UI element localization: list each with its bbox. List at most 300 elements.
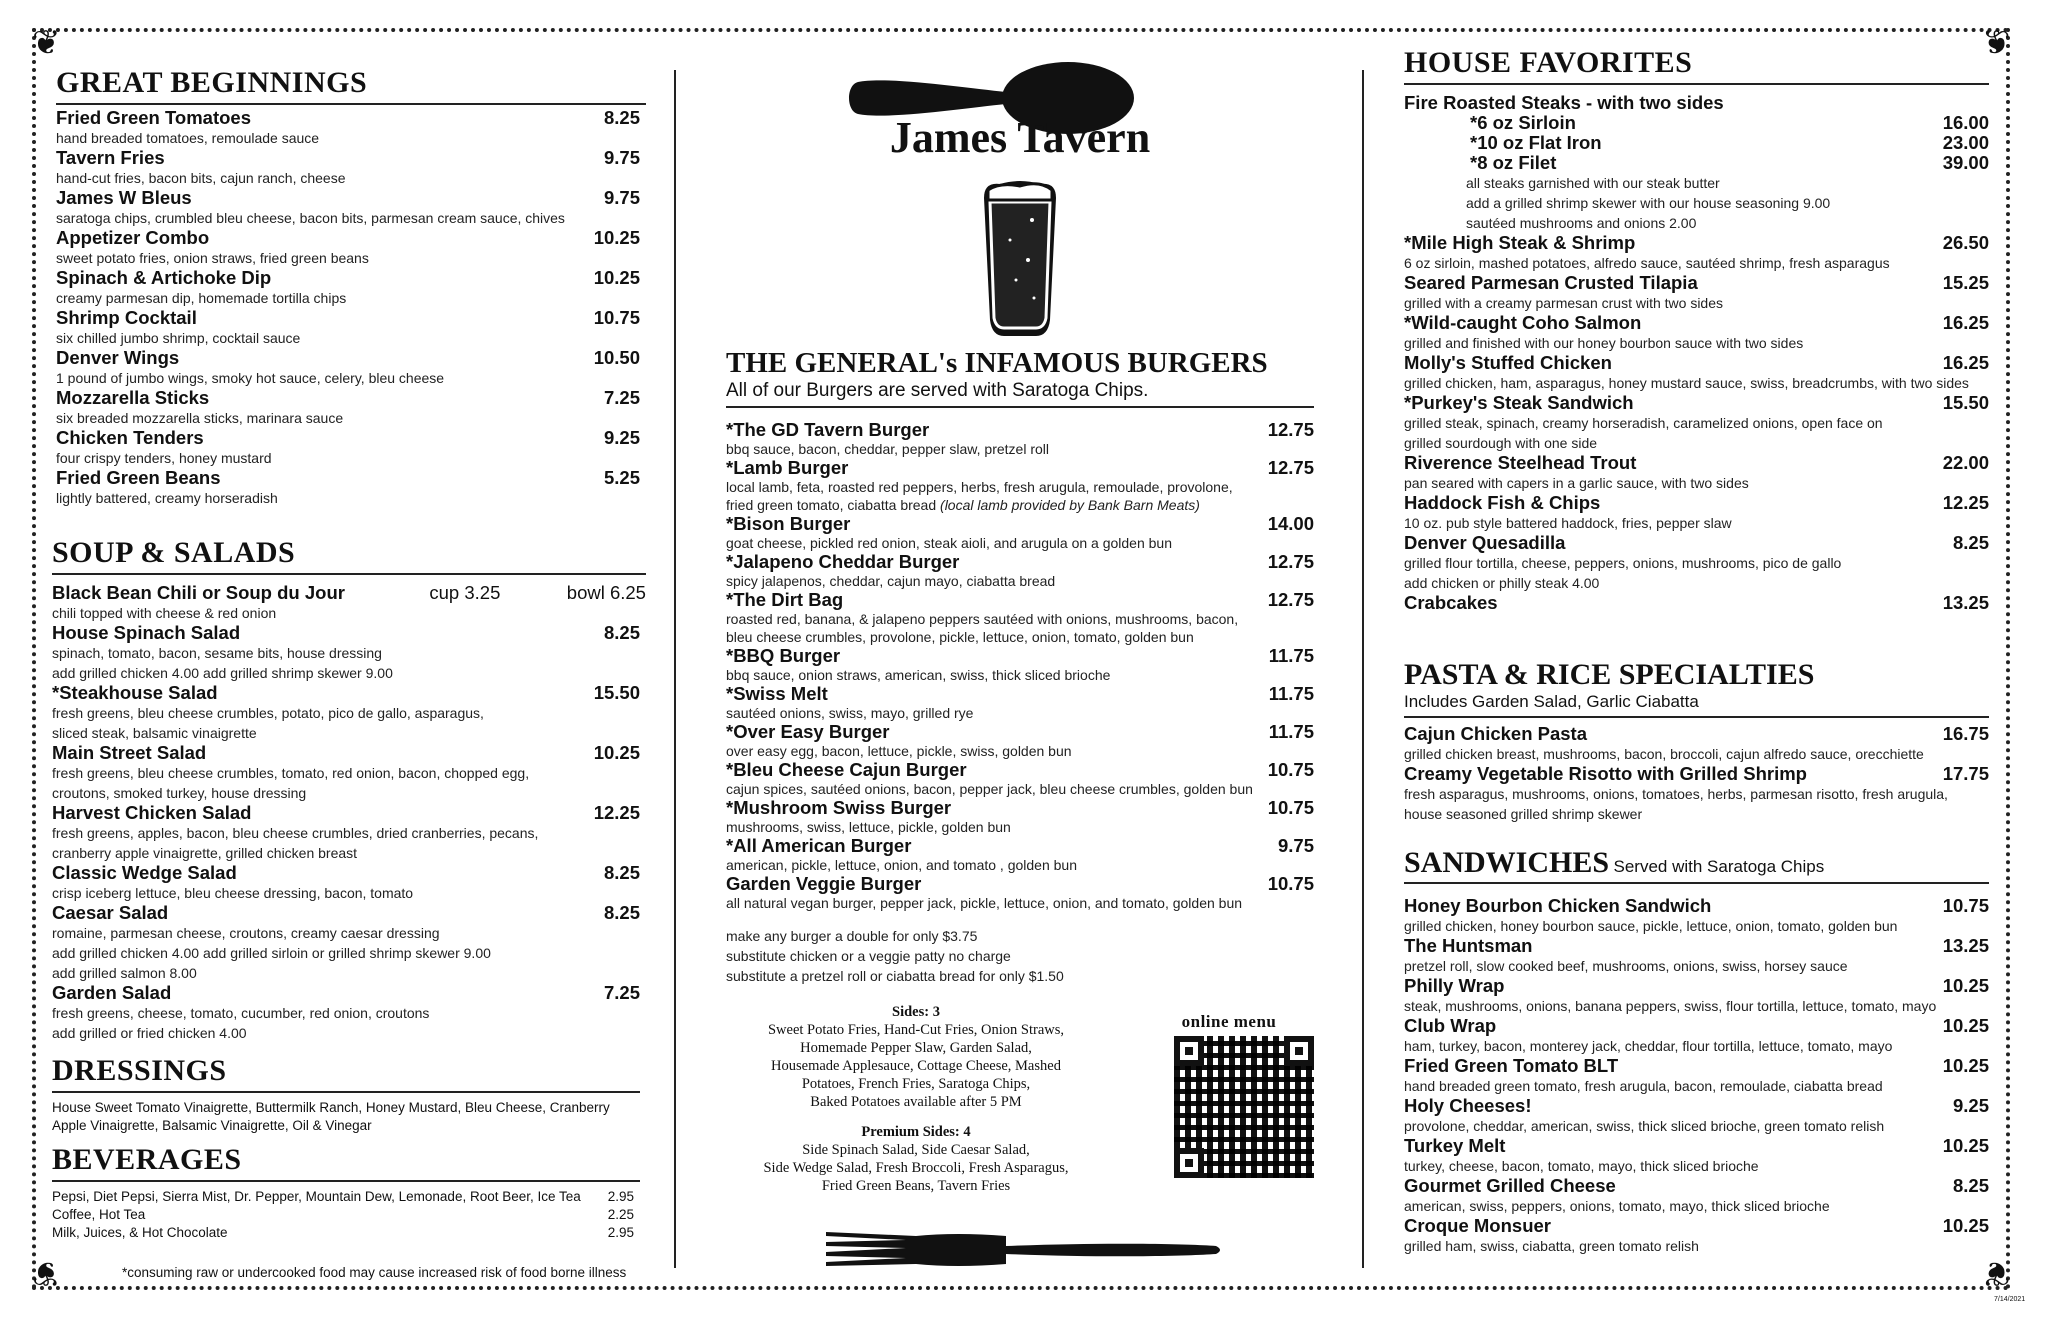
item-price: 5.25 xyxy=(603,467,640,488)
steak-price: 39.00 xyxy=(1942,152,1989,173)
item-row xyxy=(1404,764,1989,784)
item-price: 8.25 xyxy=(603,902,640,923)
item-description: grilled chicken breast, mushrooms, bacon, broccoli, cajun alfredo sauce, orecchiette xyxy=(1404,746,1924,762)
item-price: 15.25 xyxy=(1942,272,1989,293)
item-row xyxy=(56,428,646,448)
item-description: ham, turkey, bacon, monterey jack, cheddar, flour tortilla, lettuce, tomato, mayo xyxy=(1404,1038,1893,1054)
item-description: crisp iceberg lettuce, bleu cheese dressing, bacon, tomato xyxy=(52,885,414,901)
item-name: Spinach & Artichoke Dip xyxy=(56,267,272,288)
beer-glass-icon xyxy=(980,180,1060,340)
item-row xyxy=(726,684,1314,704)
corner-ornament-bottom-left: ❦ xyxy=(32,1253,61,1293)
menu-item xyxy=(1404,1216,1989,1256)
item-row xyxy=(726,420,1314,440)
premium-sides-list xyxy=(726,1141,1106,1195)
item-description: provolone, cheddar, american, swiss, thick sliced brioche, green tomato relish xyxy=(1404,1118,1885,1134)
item-description: over easy egg, bacon, lettuce, pickle, swiss, golden bun xyxy=(726,743,1072,759)
item-name: Fried Green Beans xyxy=(56,467,221,488)
menu-item xyxy=(1404,533,1989,593)
menu-item xyxy=(1404,493,1989,533)
item-name: *Bleu Cheese Cajun Burger xyxy=(726,759,967,780)
item-description: fried green tomato, ciabatta bread (local lamb provided by Bank Barn Meats) xyxy=(726,497,1200,513)
item-description: saratoga chips, crumbled bleu cheese, bacon bits, parmesan cream sauce, chives xyxy=(56,210,565,226)
item-description: add grilled or fried chicken 4.00 xyxy=(52,1025,247,1041)
item-price: 12.75 xyxy=(1267,589,1314,610)
item-name: Honey Bourbon Chicken Sandwich xyxy=(1404,895,1712,916)
item-name: *Purkey's Steak Sandwich xyxy=(1404,392,1634,413)
menu-item xyxy=(726,798,1314,836)
item-description: chili topped with cheese & red onion xyxy=(52,605,277,621)
item-description: local lamb, feta, roasted red peppers, herbs, fresh arugula, remoulade, provolone, xyxy=(726,479,1233,495)
section-title: THE GENERAL's INFAMOUS BURGERS xyxy=(726,347,1268,379)
item-description: goat cheese, pickled red onion, steak aioli, and arugula on a golden bun xyxy=(726,535,1172,551)
burgers-section xyxy=(726,346,1314,986)
item-price: 7.25 xyxy=(603,387,640,408)
item-row xyxy=(726,646,1314,666)
item-row xyxy=(1404,353,1989,373)
item-description: grilled flour tortilla, cheese, peppers, onions, mushrooms, pico de gallo xyxy=(1404,555,1842,571)
item-name: Croque Monsuer xyxy=(1404,1215,1551,1236)
menu-item xyxy=(726,590,1314,646)
menu-item xyxy=(1404,936,1989,976)
menu-item xyxy=(1404,1056,1989,1096)
steak-note: sautéed mushrooms and onions 2.00 xyxy=(1466,215,1697,231)
item-description: sliced steak, balsamic vinaigrette xyxy=(52,725,257,741)
item-price: 8.25 xyxy=(1952,532,1989,553)
item-name: James W Bleus xyxy=(56,187,192,208)
item-row xyxy=(1404,1176,1989,1196)
item-description: add grilled salmon 8.00 xyxy=(52,965,197,981)
menu-item xyxy=(726,458,1314,514)
pasta-section xyxy=(1404,658,1989,824)
corner-ornament-top-left: ❦ xyxy=(32,23,61,63)
burgers-list xyxy=(726,420,1314,912)
section-subtitle: Served with Saratoga Chips xyxy=(1613,857,1825,876)
item-description: add chicken or philly steak 4.00 xyxy=(1404,575,1600,591)
item-description: spicy jalapenos, cheddar, cajun mayo, ciabatta bread xyxy=(726,573,1056,589)
menu-item xyxy=(1404,1136,1989,1176)
steak-price: 16.00 xyxy=(1942,112,1989,133)
steak-note: all steaks garnished with our steak butter xyxy=(1466,175,1720,191)
item-row xyxy=(1404,393,1989,413)
item-name: *Swiss Melt xyxy=(726,683,828,704)
menu-item xyxy=(56,108,646,148)
sides-list xyxy=(726,1021,1106,1111)
item-price: 14.00 xyxy=(1267,513,1314,534)
item-description: fresh greens, bleu cheese crumbles, tomato, red onion, bacon, chopped egg, xyxy=(52,765,530,781)
item-row xyxy=(1404,1216,1989,1236)
item-description: all natural vegan burger, pepper jack, pickle, lettuce, onion, and tomato, golden bun xyxy=(726,895,1243,911)
item-row xyxy=(52,683,646,703)
item-row xyxy=(1404,1056,1989,1076)
item-row xyxy=(56,388,646,408)
menu-item xyxy=(1404,393,1989,453)
qr-finder xyxy=(1284,1036,1314,1066)
beverage-row xyxy=(52,1188,640,1206)
chili-item xyxy=(52,583,646,623)
beverage-row xyxy=(52,1206,640,1224)
beverage-name: Milk, Juices, & Hot Chocolate xyxy=(52,1225,228,1240)
item-row xyxy=(56,468,646,488)
section-header xyxy=(1404,846,1989,884)
item-name: *Wild-caught Coho Salmon xyxy=(1404,312,1642,333)
soup-salads-section xyxy=(52,536,646,1043)
item-description: fresh asparagus, mushrooms, onions, tomatoes, herbs, parmesan risotto, fresh arugula, xyxy=(1404,786,1948,802)
section-title: GREAT BEGINNINGS xyxy=(56,66,646,105)
item-description: bbq sauce, onion straws, american, swiss, thick sliced brioche xyxy=(726,667,1111,683)
menu-item xyxy=(52,983,646,1043)
item-price: 9.75 xyxy=(1277,835,1314,856)
item-price: 15.50 xyxy=(593,682,640,703)
item-price: 12.75 xyxy=(1267,457,1314,478)
menu-item xyxy=(1404,1096,1989,1136)
item-name: Riverence Steelhead Trout xyxy=(1404,452,1637,473)
item-price: 11.75 xyxy=(1268,645,1314,666)
menu-item xyxy=(52,863,646,903)
item-row xyxy=(726,874,1314,894)
item-price: 10.25 xyxy=(593,742,640,763)
sides-section xyxy=(726,1003,1106,1195)
restaurant-name: James Tavern xyxy=(889,113,1151,162)
item-description: grilled chicken, honey bourbon sauce, pickle, lettuce, onion, tomato, golden bun xyxy=(1404,918,1898,934)
menu-item xyxy=(726,760,1314,798)
item-description: pretzel roll, slow cooked beef, mushrooms, onions, swiss, horsey sauce xyxy=(1404,958,1848,974)
item-description: pan seared with capers in a garlic sauce, with two sides xyxy=(1404,475,1749,491)
menu-item xyxy=(726,836,1314,874)
item-description: hand breaded tomatoes, remoulade sauce xyxy=(56,130,320,146)
beverages-section xyxy=(52,1143,640,1242)
item-price: 9.75 xyxy=(603,187,640,208)
item-row xyxy=(726,552,1314,572)
item-row xyxy=(1404,936,1989,956)
menu-item xyxy=(52,903,646,983)
dressings-list: House Sweet Tomato Vinaigrette, Buttermilk Ranch, Honey Mustard, Bleu Cheese, Cranberry Apple Vinaigrette, Balsamic Vinaigrette, Oil & Vinegar xyxy=(52,1100,610,1133)
menu-item xyxy=(1404,273,1989,313)
item-row xyxy=(1404,313,1989,333)
item-price: 9.75 xyxy=(603,147,640,168)
item-row xyxy=(1404,593,1989,613)
item-description: romaine, parmesan cheese, croutons, creamy caesar dressing xyxy=(52,925,440,941)
item-row xyxy=(1404,493,1989,513)
item-description: grilled chicken, ham, asparagus, honey mustard sauce, swiss, breadcrumbs, with two sides xyxy=(1404,375,1969,391)
menu-item xyxy=(56,308,646,348)
corner-ornament-bottom-right: ❦ xyxy=(1982,1253,2011,1293)
item-description: hand breaded green tomato, fresh arugula, bacon, remoulade, ciabatta bread xyxy=(1404,1078,1883,1094)
item-row xyxy=(56,148,646,168)
dressings-section xyxy=(52,1054,640,1135)
item-price: 10.25 xyxy=(1942,975,1989,996)
beverage-name: Pepsi, Diet Pepsi, Sierra Mist, Dr. Pepper, Mountain Dew, Lemonade, Root Beer, Ice Tea xyxy=(52,1189,581,1204)
item-row xyxy=(52,903,646,923)
menu-item xyxy=(1404,1016,1989,1056)
item-price: 15.50 xyxy=(1942,392,1989,413)
item-price: 22.00 xyxy=(1942,452,1989,473)
menu-item xyxy=(56,268,646,308)
section-subtitle: Includes Garden Salad, Garlic Ciabatta xyxy=(1404,692,1989,718)
great-beginnings-list xyxy=(56,108,646,508)
item-name: Black Bean Chili or Soup du Jour xyxy=(52,582,345,603)
item-description: mushrooms, swiss, lettuce, pickle, golden bun xyxy=(726,819,1011,835)
item-name: Philly Wrap xyxy=(1404,975,1505,996)
item-row xyxy=(52,863,646,883)
item-price: 16.25 xyxy=(1942,312,1989,333)
item-row xyxy=(1404,533,1989,553)
item-price: 10.25 xyxy=(1942,1055,1989,1076)
item-price: 10.25 xyxy=(593,227,640,248)
item-row xyxy=(1404,233,1989,253)
item-price: 10.75 xyxy=(1942,895,1989,916)
item-description: six breaded mozzarella sticks, marinara sauce xyxy=(56,410,344,426)
beverages-list xyxy=(52,1188,640,1242)
item-row xyxy=(1404,724,1989,744)
item-description: sweet potato fries, onion straws, fried green beans xyxy=(56,250,369,266)
item-price: 8.25 xyxy=(603,107,640,128)
item-name: Molly's Stuffed Chicken xyxy=(1404,352,1612,373)
menu-item xyxy=(1404,724,1989,764)
item-price: 12.75 xyxy=(1267,551,1314,572)
menu-item xyxy=(52,803,646,863)
premium-sides-title: Premium Sides: 4 xyxy=(861,1124,971,1140)
item-name: Gourmet Grilled Cheese xyxy=(1404,1175,1616,1196)
qr-finder xyxy=(1174,1148,1204,1178)
item-description: croutons, smoked turkey, house dressing xyxy=(52,785,307,801)
menu-item xyxy=(1404,764,1989,824)
item-name: Denver Wings xyxy=(56,347,180,368)
item-name: Tavern Fries xyxy=(56,147,165,168)
item-name: *The Dirt Bag xyxy=(726,589,844,610)
steak-price: 23.00 xyxy=(1942,132,1989,153)
item-price: 10.25 xyxy=(1942,1135,1989,1156)
item-description: add grilled chicken 4.00 add grilled sirloin or grilled shrimp skewer 9.00 xyxy=(52,945,491,961)
burger-extra-note: substitute a pretzel roll or ciabatta bread for only $1.50 xyxy=(726,968,1064,984)
great-beginnings-section xyxy=(56,66,646,508)
section-title: PASTA & RICE SPECIALTIES xyxy=(1404,658,1815,691)
menu-item xyxy=(56,388,646,428)
item-price: 7.25 xyxy=(603,982,640,1003)
menu-item xyxy=(52,623,646,683)
item-row xyxy=(52,623,646,643)
online-menu-label: online menu xyxy=(1181,1012,1277,1031)
beverage-name: Coffee, Hot Tea xyxy=(52,1207,146,1222)
item-price: 8.25 xyxy=(1952,1175,1989,1196)
item-name: *Lamb Burger xyxy=(726,457,849,478)
burger-extra-note: make any burger a double for only $3.75 xyxy=(726,928,978,944)
item-description: house seasoned grilled shrimp skewer xyxy=(1404,806,1643,822)
item-description: lightly battered, creamy horseradish xyxy=(56,490,278,506)
premium-side-line: Side Spinach Salad, Side Caesar Salad, xyxy=(802,1142,1030,1158)
item-description: 10 oz. pub style battered haddock, fries, pepper slaw xyxy=(1404,515,1732,531)
fork-icon xyxy=(806,1228,1226,1272)
item-name: Fried Green Tomato BLT xyxy=(1404,1055,1619,1076)
qr-code[interactable] xyxy=(1174,1036,1314,1178)
side-line: Baked Potatoes available after 5 PM xyxy=(810,1094,1022,1110)
menu-item xyxy=(56,468,646,508)
item-description: american, swiss, peppers, onions, tomato, mayo, thick sliced brioche xyxy=(1404,1198,1830,1214)
item-description: steak, mushrooms, onions, banana peppers, swiss, flour tortilla, lettuce, tomato, mayo xyxy=(1404,998,1937,1014)
item-row xyxy=(56,268,646,288)
item-name: Cajun Chicken Pasta xyxy=(1404,723,1588,744)
item-description: spinach, tomato, bacon, sesame bits, house dressing xyxy=(52,645,382,661)
column-divider-left xyxy=(674,70,676,1268)
item-price: 16.75 xyxy=(1942,723,1989,744)
item-row xyxy=(726,798,1314,818)
premium-side-line: Side Wedge Salad, Fresh Broccoli, Fresh Asparagus, xyxy=(763,1160,1069,1176)
item-row xyxy=(1404,1096,1989,1116)
item-row xyxy=(726,760,1314,780)
item-row xyxy=(1404,976,1989,996)
section-title: HOUSE FAVORITES xyxy=(1404,46,1989,85)
item-name: Seared Parmesan Crusted Tilapia xyxy=(1404,272,1698,293)
date-stamp: 7/14/2021 xyxy=(1994,1296,2026,1303)
item-row xyxy=(1404,896,1989,916)
item-name: Garden Veggie Burger xyxy=(726,873,922,894)
steak-name: *8 oz Filet xyxy=(1470,152,1557,173)
menu-item xyxy=(52,683,646,743)
steak-notes xyxy=(1404,173,1989,233)
item-price: 9.25 xyxy=(603,427,640,448)
sandwiches-list xyxy=(1404,896,1989,1256)
item-name: *All American Burger xyxy=(726,835,912,856)
item-row xyxy=(56,108,646,128)
item-description: add grilled chicken 4.00 add grilled shrimp skewer 9.00 xyxy=(52,665,393,681)
item-name: Chicken Tenders xyxy=(56,427,204,448)
premium-side-line: Fried Green Beans, Tavern Fries xyxy=(821,1178,1011,1194)
item-description: grilled and finished with our honey bourbon sauce with two sides xyxy=(1404,335,1804,351)
section-title: BEVERAGES xyxy=(52,1143,640,1182)
item-row xyxy=(726,514,1314,534)
menu-item xyxy=(52,743,646,803)
menu-item xyxy=(726,514,1314,552)
item-name: *Mile High Steak & Shrimp xyxy=(1404,232,1636,253)
beverage-row xyxy=(52,1224,640,1242)
item-name: Caesar Salad xyxy=(52,902,169,923)
menu-item xyxy=(56,228,646,268)
item-price: 9.25 xyxy=(1952,1095,1989,1116)
house-favorites-section xyxy=(1404,46,1989,613)
item-name: Creamy Vegetable Risotto with Grilled Shrimp xyxy=(1404,763,1807,784)
menu-item xyxy=(1404,1176,1989,1216)
bowl-price: bowl 6.25 xyxy=(566,582,646,603)
steak-name: *6 oz Sirloin xyxy=(1470,112,1576,133)
menu-item xyxy=(1404,593,1989,613)
item-description: four crispy tenders, honey mustard xyxy=(56,450,272,466)
item-note: (local lamb provided by Bank Barn Meats) xyxy=(940,497,1200,513)
steaks-list xyxy=(1404,113,1989,173)
burger-extra-note: substitute chicken or a veggie patty no charge xyxy=(726,948,1011,964)
menu-item xyxy=(1404,976,1989,1016)
section-title: DRESSINGS xyxy=(52,1054,640,1093)
section-title: SANDWICHES xyxy=(1404,846,1610,879)
item-name: *Steakhouse Salad xyxy=(52,682,218,703)
item-name: *Bison Burger xyxy=(726,513,851,534)
item-name: House Spinach Salad xyxy=(52,622,241,643)
column-divider-right xyxy=(1362,70,1364,1268)
item-price: 8.25 xyxy=(603,862,640,883)
item-name: Mozzarella Sticks xyxy=(56,387,210,408)
item-description: 1 pound of jumbo wings, smoky hot sauce, celery, bleu cheese xyxy=(56,370,445,386)
beverage-price: 2.95 xyxy=(607,1225,634,1240)
item-row xyxy=(726,836,1314,856)
item-description: creamy parmesan dip, homemade tortilla chips xyxy=(56,290,347,306)
steak-row xyxy=(1404,113,1989,133)
menu-item xyxy=(1404,233,1989,273)
item-row xyxy=(726,590,1314,610)
menu-item xyxy=(56,148,646,188)
item-row xyxy=(1404,1136,1989,1156)
item-price: 10.25 xyxy=(1942,1215,1989,1236)
item-name: Shrimp Cocktail xyxy=(56,307,197,328)
cup-price: cup 3.25 xyxy=(429,582,501,603)
steak-row xyxy=(1404,153,1989,173)
menu-item xyxy=(1404,313,1989,353)
item-row xyxy=(1404,1016,1989,1036)
menu-item xyxy=(726,420,1314,458)
item-description: roasted red, banana, & jalapeno peppers sautéed with onions, mushrooms, bacon, xyxy=(726,611,1239,627)
menu-item xyxy=(56,188,646,228)
item-description: hand-cut fries, bacon bits, cajun ranch, cheese xyxy=(56,170,346,186)
item-price: 13.25 xyxy=(1942,935,1989,956)
item-price: 12.25 xyxy=(593,802,640,823)
corner-ornament-top-right: ❦ xyxy=(1982,23,2011,63)
steak-name: *10 oz Flat Iron xyxy=(1470,132,1602,153)
item-description: grilled ham, swiss, ciabatta, green tomato relish xyxy=(1404,1238,1699,1254)
item-row xyxy=(52,743,646,763)
item-price: 11.75 xyxy=(1268,721,1314,742)
item-row xyxy=(52,983,646,1003)
item-row xyxy=(56,348,646,368)
menu-item xyxy=(1404,353,1989,393)
side-line: Housemade Applesauce, Cottage Cheese, Mashed xyxy=(771,1058,1061,1074)
menu-item xyxy=(726,684,1314,722)
item-row xyxy=(56,308,646,328)
item-name: Haddock Fish & Chips xyxy=(1404,492,1601,513)
item-description: six chilled jumbo shrimp, cocktail sauce xyxy=(56,330,301,346)
item-name: Main Street Salad xyxy=(52,742,207,763)
item-price: 12.25 xyxy=(1942,492,1989,513)
item-price: 13.25 xyxy=(1942,592,1989,613)
item-row xyxy=(1404,273,1989,293)
item-price: 10.75 xyxy=(1267,759,1314,780)
item-description: fresh greens, bleu cheese crumbles, potato, pico de gallo, asparagus, xyxy=(52,705,484,721)
sandwiches-section xyxy=(1404,846,1989,1256)
item-name: The Huntsman xyxy=(1404,935,1533,956)
item-row xyxy=(726,722,1314,742)
item-price: 11.75 xyxy=(1268,683,1314,704)
item-price: 10.25 xyxy=(1942,1015,1989,1036)
item-name: Fried Green Tomatoes xyxy=(56,107,251,128)
item-name: Appetizer Combo xyxy=(56,227,210,248)
beverage-price: 2.95 xyxy=(607,1189,634,1204)
section-subtitle: All of our Burgers are served with Saratoga Chips. xyxy=(726,380,1314,408)
menu-item xyxy=(1404,453,1989,493)
item-price: 8.25 xyxy=(603,622,640,643)
burger-extras xyxy=(726,926,1314,986)
item-description: grilled sourdough with one side xyxy=(1404,435,1598,451)
item-price: 12.75 xyxy=(1267,419,1314,440)
item-name: Club Wrap xyxy=(1404,1015,1497,1036)
raw-food-disclaimer: *consuming raw or undercooked food may cause increased risk of food borne illness xyxy=(122,1265,627,1280)
side-line: Sweet Potato Fries, Hand-Cut Fries, Onion Straws, xyxy=(767,1022,1065,1038)
item-name: *Over Easy Burger xyxy=(726,721,890,742)
menu-item xyxy=(56,348,646,388)
item-row xyxy=(56,228,646,248)
item-price: 26.50 xyxy=(1942,232,1989,253)
item-description: grilled steak, spinach, creamy horseradish, caramelized onions, open face on xyxy=(1404,415,1883,431)
item-price: 10.25 xyxy=(593,267,640,288)
item-description: bleu cheese crumbles, provolone, pickle, lettuce, onion, tomato, golden bun xyxy=(726,629,1194,645)
item-description: cranberry apple vinaigrette, grilled chicken breast xyxy=(52,845,358,861)
menu-item xyxy=(726,722,1314,760)
